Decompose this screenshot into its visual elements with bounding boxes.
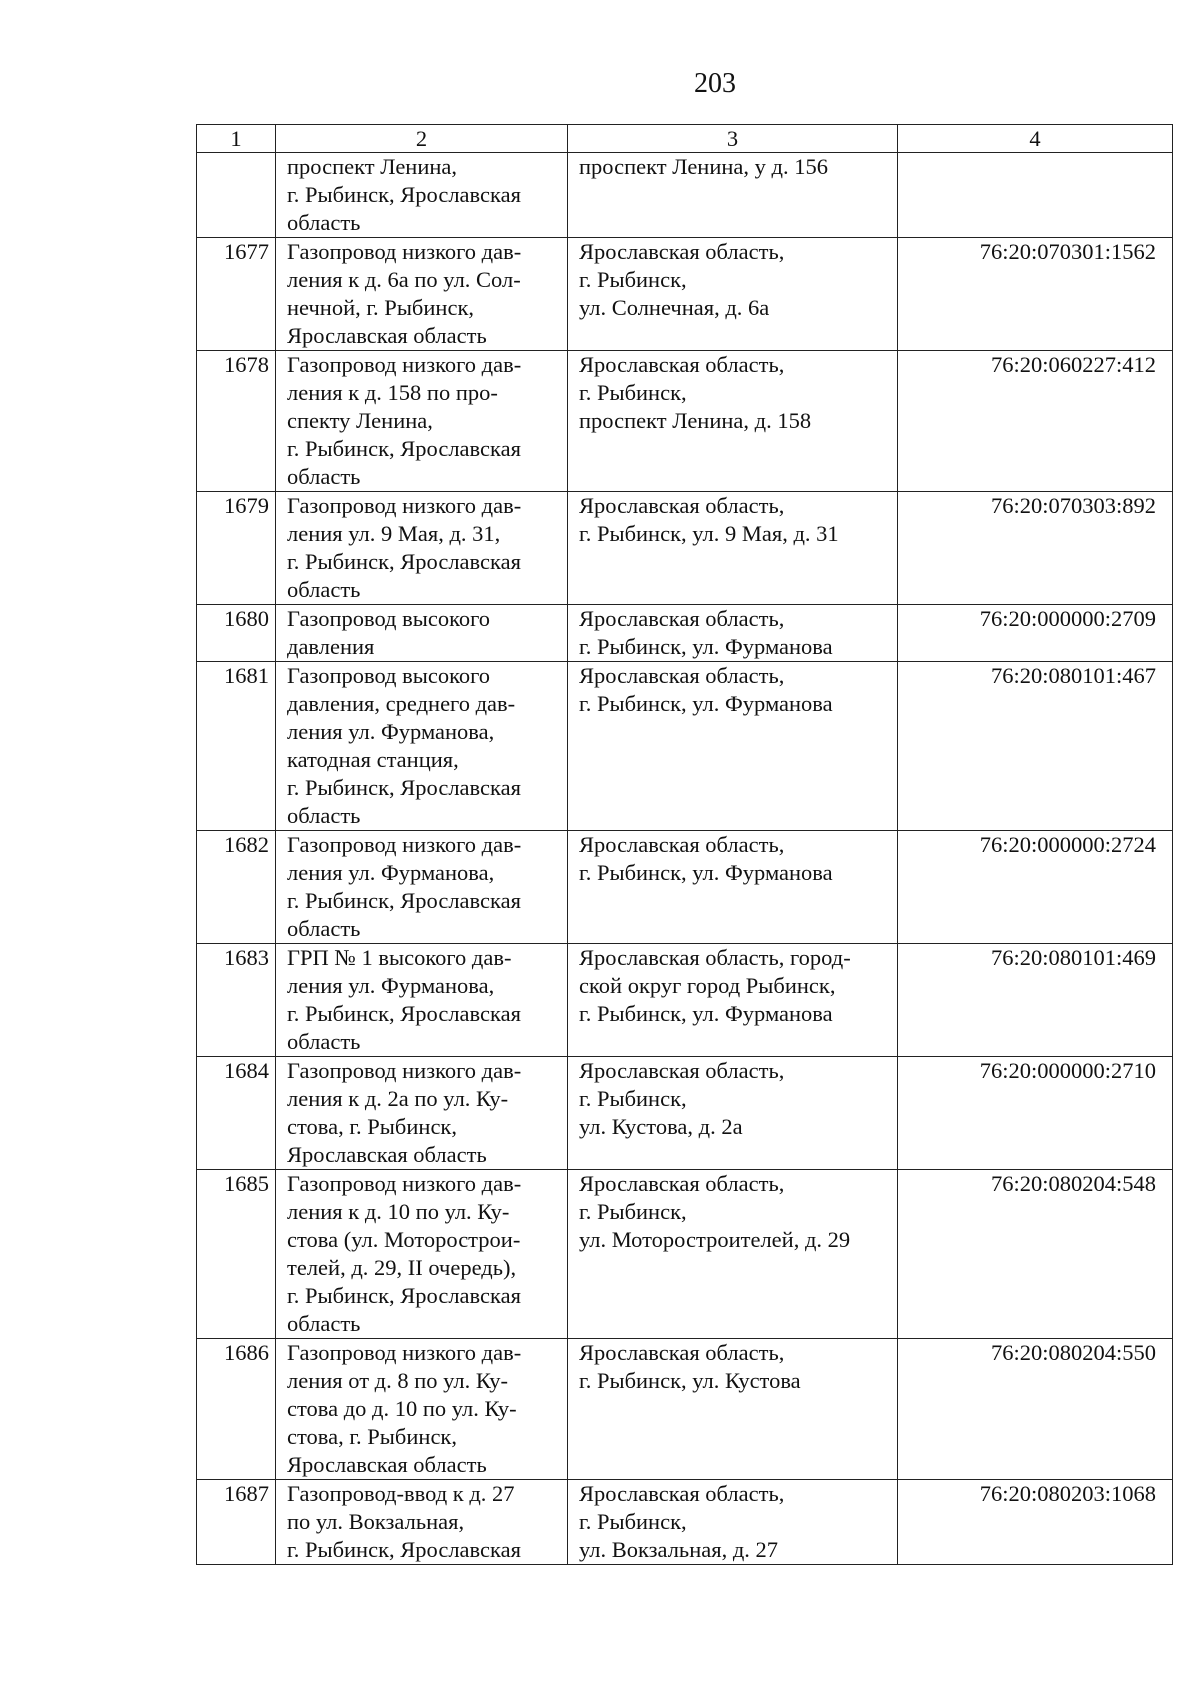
row-number: 1679 <box>197 492 276 605</box>
row-number: 1681 <box>197 662 276 831</box>
object-name-line: г. Рыбинск, Ярославская <box>287 549 521 574</box>
object-address-line: ул. Моторостроителей, д. 29 <box>579 1227 851 1252</box>
table-row <box>197 831 1173 944</box>
object-name-line: ления ул. 9 Мая, д. 31, <box>287 521 501 546</box>
cadastral-number: 76:20:080101:469 <box>898 944 1173 1057</box>
column-header-4: 4 <box>898 125 1173 153</box>
object-name-line: Газопровод высокого <box>287 606 491 631</box>
object-name-line: область <box>287 210 361 235</box>
row-number: 1680 <box>197 605 276 662</box>
object-address <box>568 831 898 944</box>
object-name <box>276 831 568 944</box>
object-name <box>276 605 568 662</box>
object-name <box>276 1170 568 1339</box>
cadastral-number: 76:20:000000:2709 <box>898 605 1173 662</box>
object-name-line: область <box>287 1029 361 1054</box>
object-name <box>276 153 568 238</box>
object-name-line: Газопровод низкого дав- <box>287 1171 522 1196</box>
object-address <box>568 238 898 351</box>
object-name-line: Газопровод низкого дав- <box>287 1340 522 1365</box>
object-name-line: область <box>287 916 361 941</box>
column-header-2: 2 <box>276 125 568 153</box>
object-address <box>568 605 898 662</box>
row-number: 1687 <box>197 1480 276 1565</box>
object-address-line: Ярославская область, <box>579 239 785 264</box>
column-header-row <box>197 125 1173 153</box>
object-name-line: спекту Ленина, <box>287 408 433 433</box>
registry-table <box>196 124 1173 1565</box>
object-name <box>276 944 568 1057</box>
object-name-line: область <box>287 803 361 828</box>
object-address-line: г. Рыбинск, ул. Фурманова <box>579 1001 833 1026</box>
cadastral-number: 76:20:080203:1068 <box>898 1480 1173 1565</box>
object-name <box>276 1057 568 1170</box>
object-address-line: г. Рыбинск, <box>579 267 687 292</box>
cadastral-number <box>898 153 1173 238</box>
table-row <box>197 662 1173 831</box>
object-address-line: г. Рыбинск, <box>579 1086 687 1111</box>
cadastral-number: 76:20:070303:892 <box>898 492 1173 605</box>
object-name-line: проспект Ленина, <box>287 154 458 179</box>
object-name-line: ления к д. 6а по ул. Сол- <box>287 267 521 292</box>
object-name <box>276 351 568 492</box>
object-name-line: стова, г. Рыбинск, <box>287 1114 457 1139</box>
object-name-line: Ярославская область <box>287 1452 487 1477</box>
object-address-line: г. Рыбинск, ул. 9 Мая, д. 31 <box>579 521 839 546</box>
object-name-line: г. Рыбинск, Ярославская <box>287 1537 521 1562</box>
object-name-line: г. Рыбинск, Ярославская <box>287 1001 521 1026</box>
object-name <box>276 1339 568 1480</box>
table-row <box>197 492 1173 605</box>
object-address-line: Ярославская область, <box>579 493 785 518</box>
object-address-line: г. Рыбинск, ул. Фурманова <box>579 691 833 716</box>
object-address-line: г. Рыбинск, ул. Кустова <box>579 1368 801 1393</box>
object-address-line: Ярославская область, <box>579 606 785 631</box>
object-name-line: Газопровод низкого дав- <box>287 352 522 377</box>
object-address <box>568 1170 898 1339</box>
object-name-line: давления <box>287 634 375 659</box>
object-name-line: давления, среднего дав- <box>287 691 516 716</box>
page-number: 203 <box>694 68 736 99</box>
object-address <box>568 1057 898 1170</box>
object-address-line: Ярославская область, <box>579 832 785 857</box>
object-address-line: г. Рыбинск, <box>579 1199 687 1224</box>
object-name-line: ления к д. 2а по ул. Ку- <box>287 1086 509 1111</box>
object-address <box>568 944 898 1057</box>
row-number: 1686 <box>197 1339 276 1480</box>
object-name-line: Газопровод низкого дав- <box>287 832 522 857</box>
table-row <box>197 1170 1173 1339</box>
table-row <box>197 238 1173 351</box>
object-name-line: нечной, г. Рыбинск, <box>287 295 475 320</box>
object-name <box>276 238 568 351</box>
object-name <box>276 662 568 831</box>
object-address-line: проспект Ленина, у д. 156 <box>579 154 828 179</box>
row-number: 1682 <box>197 831 276 944</box>
object-address <box>568 1339 898 1480</box>
object-address <box>568 153 898 238</box>
object-address <box>568 351 898 492</box>
cadastral-number: 76:20:000000:2710 <box>898 1057 1173 1170</box>
object-name-line: Газопровод низкого дав- <box>287 239 522 264</box>
object-address-line: Ярославская область, <box>579 1058 785 1083</box>
object-name-line: ления от д. 8 по ул. Ку- <box>287 1368 508 1393</box>
object-name <box>276 492 568 605</box>
object-name-line: область <box>287 577 361 602</box>
cadastral-number: 76:20:060227:412 <box>898 351 1173 492</box>
cadastral-number: 76:20:080101:467 <box>898 662 1173 831</box>
object-name-line: г. Рыбинск, Ярославская <box>287 436 521 461</box>
object-name-line: область <box>287 1311 361 1336</box>
table-row <box>197 1480 1173 1565</box>
cadastral-number: 76:20:080204:550 <box>898 1339 1173 1480</box>
object-address-line: Ярославская область, город- <box>579 945 851 970</box>
object-name-line: ления ул. Фурманова, <box>287 973 495 998</box>
object-name-line: область <box>287 464 361 489</box>
table-row <box>197 1339 1173 1480</box>
table-row <box>197 351 1173 492</box>
cadastral-number: 76:20:070301:1562 <box>898 238 1173 351</box>
object-address-line: ул. Вокзальная, д. 27 <box>579 1537 779 1562</box>
object-address-line: Ярославская область, <box>579 352 785 377</box>
row-number: 1683 <box>197 944 276 1057</box>
cadastral-number: 76:20:080204:548 <box>898 1170 1173 1339</box>
table-row <box>197 605 1173 662</box>
object-address <box>568 662 898 831</box>
object-address <box>568 492 898 605</box>
table-row <box>197 153 1173 238</box>
object-address <box>568 1480 898 1565</box>
column-header-1: 1 <box>197 125 276 153</box>
object-address-line: г. Рыбинск, <box>579 1509 687 1534</box>
object-address-line: Ярославская область, <box>579 1340 785 1365</box>
table-row <box>197 944 1173 1057</box>
object-address-line: г. Рыбинск, ул. Фурманова <box>579 634 833 659</box>
object-name-line: по ул. Вокзальная, <box>287 1509 465 1534</box>
row-number: 1685 <box>197 1170 276 1339</box>
object-address-line: ул. Солнечная, д. 6а <box>579 295 770 320</box>
object-address-line: Ярославская область, <box>579 663 785 688</box>
object-name-line: телей, д. 29, II очередь), <box>287 1255 517 1280</box>
row-number: 1684 <box>197 1057 276 1170</box>
column-header-3: 3 <box>568 125 898 153</box>
object-name-line: г. Рыбинск, Ярославская <box>287 775 521 800</box>
object-address-line: ской округ город Рыбинск, <box>579 973 836 998</box>
object-name-line: Ярославская область <box>287 1142 487 1167</box>
table-row <box>197 1057 1173 1170</box>
object-name-line: ления к д. 10 по ул. Ку- <box>287 1199 510 1224</box>
object-name-line: ления ул. Фурманова, <box>287 860 495 885</box>
object-name-line: стова, г. Рыбинск, <box>287 1424 457 1449</box>
object-address-line: Ярославская область, <box>579 1481 785 1506</box>
object-name-line: Ярославская область <box>287 323 487 348</box>
object-name <box>276 1480 568 1565</box>
object-address-line: г. Рыбинск, ул. Фурманова <box>579 860 833 885</box>
cadastral-number: 76:20:000000:2724 <box>898 831 1173 944</box>
row-number <box>197 153 276 238</box>
row-number: 1678 <box>197 351 276 492</box>
object-name-line: ления ул. Фурманова, <box>287 719 495 744</box>
object-name-line: ления к д. 158 по про- <box>287 380 498 405</box>
object-address-line: г. Рыбинск, <box>579 380 687 405</box>
object-name-line: Газопровод высокого <box>287 663 491 688</box>
object-name-line: г. Рыбинск, Ярославская <box>287 888 521 913</box>
row-number: 1677 <box>197 238 276 351</box>
object-name-line: г. Рыбинск, Ярославская <box>287 1283 521 1308</box>
object-name-line: ГРП № 1 высокого дав- <box>287 945 512 970</box>
object-name-line: стова (ул. Моторострои- <box>287 1227 521 1252</box>
object-name-line: стова до д. 10 по ул. Ку- <box>287 1396 517 1421</box>
object-name-line: Газопровод низкого дав- <box>287 493 522 518</box>
object-address-line: ул. Кустова, д. 2а <box>579 1114 743 1139</box>
object-name-line: г. Рыбинск, Ярославская <box>287 182 521 207</box>
object-name-line: Газопровод низкого дав- <box>287 1058 522 1083</box>
object-address-line: Ярославская область, <box>579 1171 785 1196</box>
object-address-line: проспект Ленина, д. 158 <box>579 408 812 433</box>
object-name-line: катодная станция, <box>287 747 459 772</box>
object-name-line: Газопровод-ввод к д. 27 <box>287 1481 515 1506</box>
